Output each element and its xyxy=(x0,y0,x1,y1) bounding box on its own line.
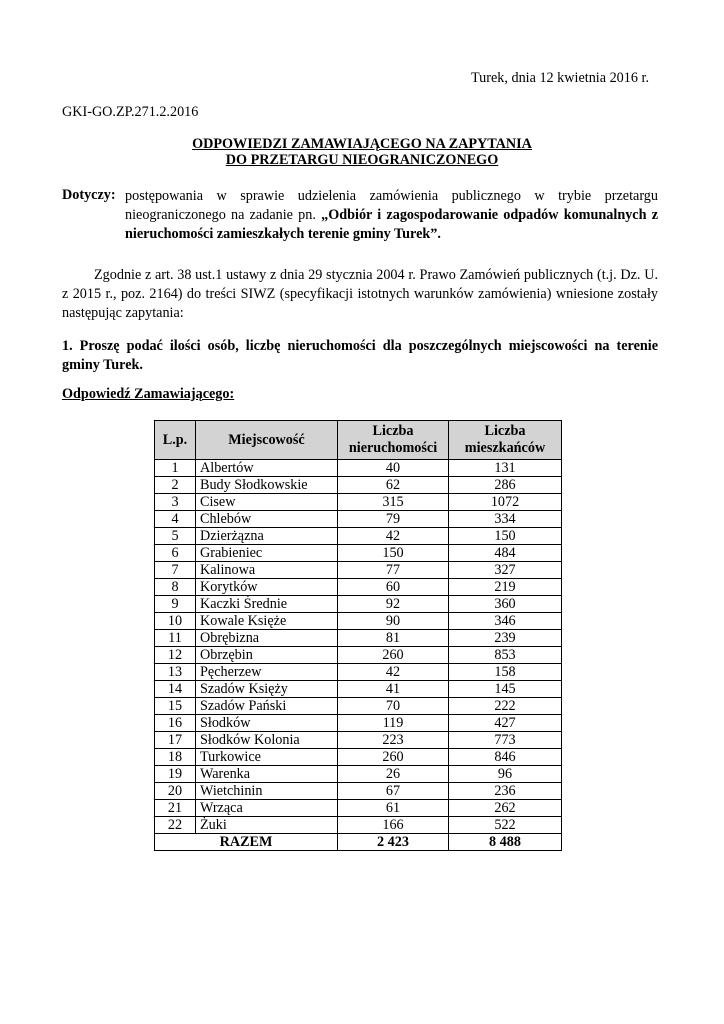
table-row xyxy=(155,647,562,664)
document-title xyxy=(0,136,724,168)
table-row xyxy=(155,715,562,732)
cell-locality: Albertów xyxy=(196,460,338,477)
cell-residents: 222 xyxy=(449,698,562,715)
cell-lp: 8 xyxy=(155,579,196,596)
cell-properties: 260 xyxy=(338,647,449,664)
cell-properties: 90 xyxy=(338,613,449,630)
table-row xyxy=(155,732,562,749)
table-row xyxy=(155,749,562,766)
cell-properties: 26 xyxy=(338,766,449,783)
cell-residents: 360 xyxy=(449,596,562,613)
cell-lp: 20 xyxy=(155,783,196,800)
cell-lp: 7 xyxy=(155,562,196,579)
cell-residents: 327 xyxy=(449,562,562,579)
cell-properties: 67 xyxy=(338,783,449,800)
cell-residents: 346 xyxy=(449,613,562,630)
table-row xyxy=(155,477,562,494)
cell-properties: 81 xyxy=(338,630,449,647)
table-total-row xyxy=(155,834,562,851)
cell-residents: 158 xyxy=(449,664,562,681)
subject-plain: postępowania w sprawie udzielenia zamówienia publicznego w trybie przetargu nieograniczonego na zadanie pn. xyxy=(125,188,658,223)
cell-residents: 239 xyxy=(449,630,562,647)
title-line-2: DO PRZETARGU NIEOGRANICZONEGO xyxy=(225,152,499,168)
cell-residents: 484 xyxy=(449,545,562,562)
cell-residents: 236 xyxy=(449,783,562,800)
cell-locality: Żuki xyxy=(196,817,338,834)
cell-lp: 10 xyxy=(155,613,196,630)
table-row xyxy=(155,511,562,528)
cell-properties: 62 xyxy=(338,477,449,494)
table-body xyxy=(155,460,562,851)
subject-text xyxy=(125,187,658,244)
cell-lp: 21 xyxy=(155,800,196,817)
cell-residents: 286 xyxy=(449,477,562,494)
table-row xyxy=(155,579,562,596)
cell-locality: Szadów Pański xyxy=(196,698,338,715)
cell-lp: 1 xyxy=(155,460,196,477)
cell-lp: 19 xyxy=(155,766,196,783)
data-table xyxy=(154,420,562,851)
cell-residents: 427 xyxy=(449,715,562,732)
cell-properties: 77 xyxy=(338,562,449,579)
cell-properties: 41 xyxy=(338,681,449,698)
cell-residents: 846 xyxy=(449,749,562,766)
table-row xyxy=(155,613,562,630)
cell-residents: 522 xyxy=(449,817,562,834)
cell-locality: Kalinowa xyxy=(196,562,338,579)
cell-locality: Korytków xyxy=(196,579,338,596)
cell-residents: 773 xyxy=(449,732,562,749)
cell-locality: Kaczki Średnie xyxy=(196,596,338,613)
cell-properties: 60 xyxy=(338,579,449,596)
cell-properties: 92 xyxy=(338,596,449,613)
cell-locality: Szadów Księży xyxy=(196,681,338,698)
cell-locality: Warenka xyxy=(196,766,338,783)
header-lp: L.p. xyxy=(155,421,196,460)
total-label: RAZEM xyxy=(155,834,338,851)
cell-lp: 18 xyxy=(155,749,196,766)
cell-residents: 853 xyxy=(449,647,562,664)
cell-locality: Kowale Księże xyxy=(196,613,338,630)
title-line-1: ODPOWIEDZI ZAMAWIAJĄCEGO NA ZAPYTANIA xyxy=(192,136,532,152)
cell-lp: 4 xyxy=(155,511,196,528)
cell-locality: Cisew xyxy=(196,494,338,511)
question-1: 1. Proszę podać ilości osób, liczbę nieruchomości dla poszczególnych miejscowości na terenie gminy Turek. xyxy=(62,338,658,373)
subject-section xyxy=(62,187,658,244)
cell-lp: 6 xyxy=(155,545,196,562)
total-residents: 8 488 xyxy=(449,834,562,851)
table-row xyxy=(155,562,562,579)
cell-residents: 131 xyxy=(449,460,562,477)
document-reference: GKI-GO.ZP.271.2.2016 xyxy=(62,104,199,120)
table-row xyxy=(155,817,562,834)
cell-locality: Grabieniec xyxy=(196,545,338,562)
answer-label: Odpowiedź Zamawiającego: xyxy=(62,386,235,402)
table-row xyxy=(155,800,562,817)
cell-lp: 12 xyxy=(155,647,196,664)
cell-locality: Wrząca xyxy=(196,800,338,817)
cell-properties: 119 xyxy=(338,715,449,732)
cell-locality: Pęcherzew xyxy=(196,664,338,681)
cell-lp: 14 xyxy=(155,681,196,698)
table-row xyxy=(155,460,562,477)
intro-paragraph: Zgodnie z art. 38 ust.1 ustawy z dnia 29 stycznia 2004 r. Prawo Zamówień publicznych (t.j. Dz. U. z 2015 r., poz. 2164) do treści SIWZ (specyfikacji istotnych warunków zamówienia) wniesione zostały następując zapytania: xyxy=(62,267,658,321)
cell-lp: 2 xyxy=(155,477,196,494)
table-row xyxy=(155,494,562,511)
cell-residents: 262 xyxy=(449,800,562,817)
cell-properties: 260 xyxy=(338,749,449,766)
subject-bold: „Odbiór i zagospodarowanie odpadów komunalnych z nieruchomości zamieszkałych terenie gminy Turek”. xyxy=(125,207,658,242)
cell-lp: 15 xyxy=(155,698,196,715)
subject-label: Dotyczy: xyxy=(62,187,116,203)
header-residents: Liczba mieszkańców xyxy=(449,421,562,460)
cell-lp: 9 xyxy=(155,596,196,613)
cell-residents: 96 xyxy=(449,766,562,783)
cell-properties: 150 xyxy=(338,545,449,562)
cell-residents: 1072 xyxy=(449,494,562,511)
cell-residents: 219 xyxy=(449,579,562,596)
cell-properties: 42 xyxy=(338,528,449,545)
cell-properties: 315 xyxy=(338,494,449,511)
cell-locality: Słodków Kolonia xyxy=(196,732,338,749)
cell-residents: 145 xyxy=(449,681,562,698)
document-date: Turek, dnia 12 kwietnia 2016 r. xyxy=(471,70,649,86)
cell-properties: 61 xyxy=(338,800,449,817)
cell-properties: 40 xyxy=(338,460,449,477)
cell-residents: 334 xyxy=(449,511,562,528)
cell-properties: 223 xyxy=(338,732,449,749)
table-row xyxy=(155,630,562,647)
cell-lp: 11 xyxy=(155,630,196,647)
table-row xyxy=(155,766,562,783)
table-row xyxy=(155,545,562,562)
cell-properties: 42 xyxy=(338,664,449,681)
cell-lp: 13 xyxy=(155,664,196,681)
table-header-row xyxy=(155,421,562,460)
cell-locality: Chlebów xyxy=(196,511,338,528)
cell-locality: Wietchinin xyxy=(196,783,338,800)
header-properties: Liczba nieruchomości xyxy=(338,421,449,460)
cell-locality: Słodków xyxy=(196,715,338,732)
table-row xyxy=(155,528,562,545)
cell-properties: 166 xyxy=(338,817,449,834)
table-row xyxy=(155,783,562,800)
cell-locality: Obrębizna xyxy=(196,630,338,647)
table-row xyxy=(155,596,562,613)
cell-lp: 22 xyxy=(155,817,196,834)
cell-locality: Turkowice xyxy=(196,749,338,766)
cell-properties: 79 xyxy=(338,511,449,528)
cell-properties: 70 xyxy=(338,698,449,715)
cell-lp: 16 xyxy=(155,715,196,732)
cell-locality: Budy Słodkowskie xyxy=(196,477,338,494)
table-row xyxy=(155,698,562,715)
cell-locality: Dzierżązna xyxy=(196,528,338,545)
header-locality: Miejscowość xyxy=(196,421,338,460)
cell-residents: 150 xyxy=(449,528,562,545)
cell-lp: 17 xyxy=(155,732,196,749)
cell-lp: 3 xyxy=(155,494,196,511)
cell-lp: 5 xyxy=(155,528,196,545)
table-row xyxy=(155,664,562,681)
total-properties: 2 423 xyxy=(338,834,449,851)
table-row xyxy=(155,681,562,698)
cell-locality: Obrzębin xyxy=(196,647,338,664)
